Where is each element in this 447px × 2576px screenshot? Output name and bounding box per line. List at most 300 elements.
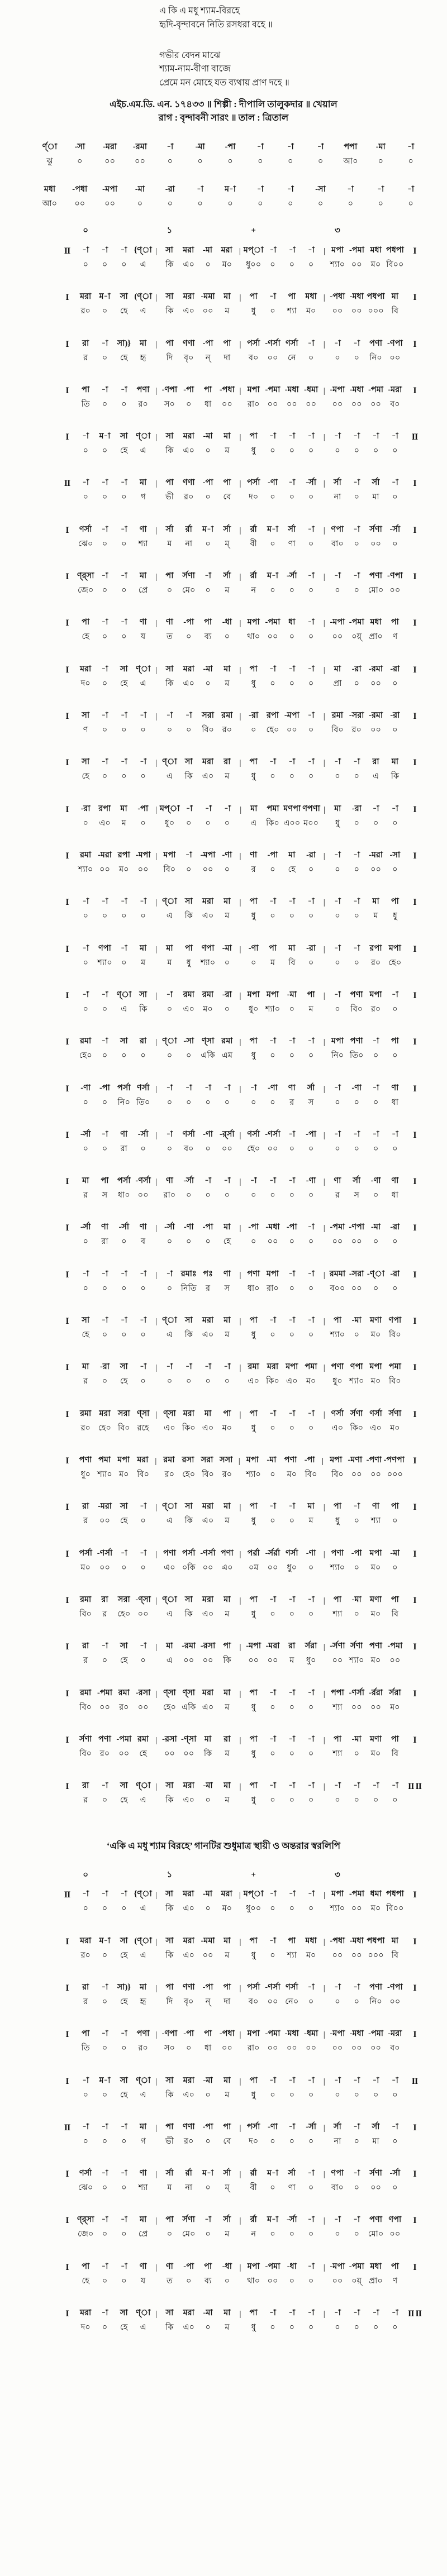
bol-cell: ০০ (164, 1749, 175, 1758)
note-cell: -া (334, 757, 341, 767)
bol-cell: ০ (102, 260, 108, 269)
vibhag-separator: | (323, 386, 325, 395)
bol-cell: স (308, 1098, 314, 1107)
bol-cell: এ (166, 1609, 173, 1619)
bol-cell: কি (223, 1656, 231, 1666)
note-cell: র্সা (334, 478, 341, 488)
bols-row (58, 2229, 425, 2240)
bol-cell: ০ (289, 2230, 294, 2239)
note-cell: ণা (101, 1223, 108, 1232)
bol-cell: ০ (270, 1330, 275, 1340)
bol-cell: ধু০০ (246, 260, 261, 269)
note-cell: মা (139, 338, 147, 348)
bol-cell: এ (166, 912, 173, 921)
bol-cell: ০০ (332, 1950, 343, 1960)
bol-cell: থা০ (247, 632, 260, 642)
note-cell: ণর্সা (286, 1548, 298, 1558)
note-cell: -া (288, 1269, 296, 1279)
bol-cell: ০ (224, 1004, 230, 1014)
note-cell: -া (353, 1781, 360, 1791)
notation-sheet (0, 4, 447, 2346)
bol-cell: এ০ (202, 1609, 214, 1619)
vibhag-separator: | (239, 991, 241, 1000)
bol-cell: ম (308, 1516, 313, 1526)
note-cell: -া (205, 571, 211, 581)
bol-cell: ০ (373, 1796, 379, 1805)
bols-row (58, 2276, 425, 2287)
note-cell: পা (268, 943, 277, 953)
barline-start: I (65, 898, 69, 908)
barline-end: I (413, 804, 416, 814)
bol-cell: ০ (270, 1191, 275, 1200)
note-cell: রমা (163, 1456, 175, 1465)
note-cell: -া (307, 2308, 315, 2318)
bol-cell: ০ (354, 2323, 359, 2332)
note-cell: সরা (202, 711, 214, 721)
note-cell: -া (288, 1409, 296, 1418)
vibhag-separator: | (324, 805, 326, 814)
bol-cell: ০ (83, 446, 88, 456)
note-cell: পা (204, 2029, 212, 2039)
group-gap (0, 875, 447, 889)
vibhag-separator: | (155, 386, 158, 395)
note-cell: -রমা (182, 1642, 196, 1651)
note-cell: -র্সা (164, 1223, 175, 1232)
bol-cell: ০ (205, 1377, 211, 1386)
note-cell: -রমা (132, 142, 147, 151)
bol-cell: ০ (205, 679, 211, 688)
bol-cell: ০ (140, 1051, 146, 1061)
bol-cell: ০ (392, 539, 398, 548)
group-gap (0, 1713, 447, 1726)
note-cell: ণপা (350, 1362, 363, 1372)
section2-heading: ‘একি এ মধু শ্যাম বিরহে’ গানটির শুধুমাত্র স্থায়ী ও অন্তরার স্বরলিপি (106, 1840, 341, 1851)
bol-cell: তি (81, 399, 90, 409)
vibhag-separator: | (239, 2077, 241, 2086)
bol-cell: ০ (408, 199, 413, 208)
notation-group (0, 291, 447, 317)
group-gap (0, 2054, 447, 2068)
bol-cell: ০ (308, 1702, 314, 1712)
note-cell: -া (307, 1223, 315, 1232)
note-cell: -মা (351, 1316, 362, 1325)
vibhag-separator: | (239, 340, 241, 349)
bol-cell: ০০ (332, 2276, 343, 2286)
bol-cell: কি (165, 1796, 174, 1805)
bol-cell: ০ (167, 1284, 173, 1293)
bol-cell: শ্যা০ (330, 1904, 345, 1914)
note-cell: -মপা (330, 2029, 345, 2039)
note-cell: -া (166, 1083, 173, 1093)
bol-cell: ০ (270, 865, 275, 874)
note-cell: -র্র্সা (220, 1129, 235, 1139)
notation-group (0, 1982, 447, 2007)
bol-cell: ০ (137, 199, 143, 208)
notes-row (58, 2121, 425, 2133)
note-cell: -পমা (97, 1688, 112, 1697)
vibhag-separator: | (239, 851, 241, 861)
notation-group (0, 943, 447, 969)
bol-cell: এ০ (286, 1377, 298, 1386)
vibhag-separator: | (155, 619, 158, 628)
bol-cell: ০ (289, 1609, 294, 1619)
note-cell: -া (288, 1734, 296, 1744)
note-cell: ণর্সা (286, 338, 298, 348)
note-cell: মপা (286, 1362, 298, 1372)
notes-row (35, 141, 426, 153)
barline-end: I (413, 1130, 416, 1140)
bol-cell: ধু০ (287, 1563, 297, 1572)
tala-marker: ৩ (335, 1870, 340, 1879)
barline-end: I (413, 2216, 416, 2226)
bols-row (58, 1950, 425, 1961)
vibhag-separator: | (155, 2123, 158, 2133)
barline-start: I (65, 1409, 69, 1419)
bol-cell: ০০ (99, 1563, 110, 1572)
notation-group (0, 2028, 447, 2054)
bol-cell: হে০ (98, 1423, 111, 1433)
bol-cell: ০ (270, 1950, 275, 1960)
bol-cell: র (102, 1609, 107, 1619)
bol-cell: হৃ (140, 1997, 146, 2006)
barline-start: I (65, 2309, 69, 2319)
bol-cell: বি০০ (386, 260, 404, 269)
bol-cell: ০ (205, 818, 211, 828)
note-cell: র্সা (372, 478, 380, 488)
barline-start: I (65, 1316, 69, 1327)
bol-cell: র০ (184, 2136, 194, 2146)
note-cell: -া (288, 432, 296, 441)
bol-cell: ০ (205, 2230, 211, 2239)
note-cell: -মধা (349, 2029, 364, 2039)
note-cell: -পধা (219, 2029, 235, 2039)
note-cell: -া (353, 524, 360, 534)
bol-cell: এ০ (183, 260, 194, 269)
note-cell: মরা (202, 1688, 214, 1697)
bol-cell: ০ (289, 1191, 294, 1200)
note-cell: সা (165, 1936, 174, 1945)
vibhag-separator: | (323, 1084, 325, 1094)
note-cell: সা (82, 757, 90, 767)
note-cell: মরা (221, 1890, 232, 1899)
notes-row (58, 1780, 425, 1792)
note-cell: -া (372, 1083, 379, 1093)
bol-cell: ০ (205, 1904, 211, 1914)
barline-end: I (413, 898, 416, 908)
intro-notation-rows (0, 141, 447, 210)
bol-cell: র (83, 1796, 88, 1805)
note-cell: -া (334, 2215, 341, 2225)
notes-row (58, 2168, 425, 2179)
note-cell: সা (120, 1936, 128, 1945)
bol-cell: শ্যা (332, 1609, 343, 1619)
note-cell: -রমা (369, 711, 383, 721)
bol-cell: ০ (102, 446, 108, 456)
note-cell: -মরা (388, 385, 402, 394)
vibhag-separator: | (323, 665, 325, 675)
bol-cell: ম০ (370, 1330, 381, 1340)
vibhag-separator: | (239, 246, 241, 256)
bol-cell: হে (82, 2276, 89, 2286)
note-cell: পর্সা (246, 2122, 260, 2131)
note-cell: পা (223, 1982, 231, 1992)
note-cell: রমা (80, 1037, 92, 1046)
bol-cell: ০ (308, 958, 314, 967)
note-cell: -া (288, 2076, 296, 2085)
note-cell: রা (82, 1642, 89, 1651)
barline-end: I (413, 2262, 416, 2272)
bol-cell: ধু (335, 1516, 340, 1526)
bol-cell: কি (165, 2323, 174, 2332)
notes-row (58, 1036, 425, 1047)
vibhag-separator: | (323, 1937, 325, 1947)
bol-cell: ০০ (389, 1997, 401, 2006)
vibhag-separator: | (323, 1549, 325, 1559)
bol-cell: ০০ (104, 156, 116, 166)
note-cell: -মপা (330, 385, 345, 394)
note-cell: -া (307, 338, 315, 348)
notation-group (0, 1594, 447, 1620)
bol-cell: ০ (102, 586, 108, 595)
bol-cell: এ (166, 1516, 173, 1526)
note-cell: র্সা (307, 1083, 315, 1093)
bol-cell: ণ (392, 2276, 398, 2286)
note-cell: রমা (202, 990, 214, 999)
note-cell: -া (120, 2215, 127, 2225)
vibhag-separator: | (239, 1596, 241, 1605)
note-cell: -া (120, 2122, 127, 2131)
bol-cell: ম০ (390, 1423, 400, 1433)
vibhag-separator: | (323, 433, 325, 442)
bol-cell: ০ (308, 2230, 314, 2239)
note-cell: -া (120, 1316, 127, 1325)
note-cell: ণর্সা (79, 2169, 92, 2178)
vibhag-separator: | (155, 759, 158, 768)
note-cell: -া (101, 711, 108, 721)
bol-cell: ০ (308, 1144, 314, 1153)
notes-row (58, 896, 425, 908)
note-cell: মধা (370, 245, 382, 255)
note-cell: পঃ (203, 1269, 213, 1279)
bol-cell: ০ (308, 353, 314, 362)
note-cell: রমা (221, 1037, 233, 1046)
bol-cell: বি (391, 307, 398, 316)
bol-cell: ০ (354, 772, 359, 781)
note-cell: -মা (135, 184, 145, 194)
tala-marker: ০ (83, 1870, 89, 1879)
bol-cell: ০ (140, 912, 146, 921)
bol-cell: ০ (335, 1098, 340, 1107)
note-cell: ণ্া (135, 432, 151, 441)
bol-cell: ০ (335, 353, 340, 362)
bol-cell: ০ (186, 2276, 192, 2286)
note-cell: -া (101, 1781, 108, 1791)
bol-cell: ম (225, 1330, 230, 1340)
note-cell: সা (184, 897, 193, 907)
bol-cell: ০ (205, 1237, 211, 1247)
note-cell: (ণ্া (134, 292, 152, 302)
lyrics-block-gap (159, 32, 447, 49)
note-cell: ণর্সা (331, 1409, 344, 1418)
note-cell: -মা (202, 245, 212, 255)
bol-cell: ০ (354, 446, 359, 456)
barline-start: I (65, 665, 69, 675)
note-cell: -ণ্া (367, 1269, 385, 1279)
note-cell: -া (82, 943, 89, 953)
bol-cell: ০ (335, 912, 340, 921)
barline-end: I (413, 2122, 416, 2133)
note-cell: মা (334, 804, 341, 813)
barline-start: I (65, 2169, 69, 2179)
bol-cell: ণ (392, 632, 398, 642)
vibhag-separator: | (155, 1038, 158, 1047)
vibhag-separator: | (323, 1735, 325, 1745)
note-cell: -া (205, 804, 212, 813)
note-cell: মরা (202, 897, 214, 907)
note-cell: মরা (221, 245, 232, 255)
vibhag-separator: | (323, 1270, 325, 1280)
note-cell: সা (184, 1316, 193, 1325)
bol-cell: ০ (121, 772, 127, 781)
bol-cell: ০ (335, 2090, 340, 2100)
vibhag-separator: | (155, 433, 158, 442)
note-cell: র্সণা (182, 571, 195, 581)
bol-cell: ০০ (202, 865, 213, 874)
barline-end: I (413, 665, 416, 675)
note-cell: -া (224, 1083, 231, 1093)
bol-cell: স (224, 1284, 230, 1293)
bol-cell: কি (184, 1609, 193, 1619)
note-cell: -া (120, 2029, 127, 2039)
vibhag-separator: | (239, 2170, 241, 2179)
note-cell: -া (82, 432, 89, 441)
bol-cell: ০০ (99, 1702, 110, 1712)
bol-cell: ০০ (135, 156, 145, 166)
vibhag-separator: | (155, 1503, 158, 1513)
group-gap (0, 2240, 447, 2254)
note-cell: মপা (247, 385, 260, 394)
barline-start: II (64, 1890, 70, 1900)
note-cell: র্সণা (388, 1409, 402, 1418)
group-gap (0, 2287, 447, 2300)
bol-cell: য (140, 632, 146, 642)
bol-cell: ০ (227, 199, 233, 208)
note-cell: মধা (305, 292, 317, 302)
note-cell: -া (334, 1129, 341, 1139)
note-cell: পা (249, 1936, 258, 1945)
bol-cell: ০ (270, 1098, 275, 1107)
notation-group (0, 989, 447, 1015)
bol-cell: কি (184, 772, 193, 781)
bol-cell: ম (225, 772, 230, 781)
note-cell: -সরা (349, 1269, 364, 1279)
note-cell: র্সা (223, 524, 231, 534)
note-cell: -া (269, 1595, 276, 1604)
vibhag-separator: | (239, 2263, 241, 2272)
bol-cell: ০ (83, 1284, 88, 1293)
note-cell: পণা (350, 990, 363, 999)
bol-cell: ০ (250, 1191, 256, 1200)
note-cell: -া (307, 664, 315, 674)
bol-cell: ০ (373, 1144, 379, 1153)
note-cell: মরা (183, 2076, 194, 2085)
bol-cell: ০ (102, 353, 108, 362)
note-cell: রমা (137, 1734, 149, 1744)
note-cell: পর্সা (182, 1548, 196, 1558)
bol-cell: রহে (137, 1423, 149, 1433)
bol-cell: ০ (140, 1563, 146, 1572)
bol-cell: ধা (204, 399, 212, 409)
note-cell: -পা (267, 850, 278, 860)
note-cell: -া (288, 1176, 296, 1186)
notation-group (0, 617, 447, 642)
bol-cell: গ (140, 2136, 146, 2146)
bol-cell: বি০ (79, 1749, 92, 1758)
group-gap (0, 1573, 447, 1587)
bol-cell: ধু০ (164, 818, 175, 828)
note-cell: -ণা (248, 943, 259, 953)
bol-cell: ০০ (267, 1563, 278, 1572)
note-cell: -পা (225, 142, 236, 151)
note-cell: -া (391, 1781, 398, 1791)
note-cell: মণা (370, 1734, 382, 1744)
bol-cell: ০০ (370, 679, 381, 688)
note-cell: পা (82, 618, 90, 627)
bol-cell: ০ (378, 156, 383, 166)
note-cell: রমা (118, 1688, 130, 1697)
bol-cell: ০ (102, 307, 108, 316)
bol-cell: ০ (289, 1749, 294, 1758)
note-cell: সা)} (117, 1982, 131, 1992)
bol-cell: ০ (227, 156, 233, 166)
notation-group (0, 524, 447, 550)
bol-cell: ম্ (225, 2183, 230, 2193)
bol-cell: কি (165, 446, 174, 456)
note-cell: -ণপা (161, 2029, 178, 2039)
note-cell: সা (165, 245, 173, 255)
bol-cell: হে (120, 307, 128, 316)
notation-group (0, 1780, 447, 1806)
note-cell: -মা (287, 990, 297, 999)
group-gap (0, 1961, 447, 1974)
bol-cell: শ্যা০ (349, 1656, 364, 1666)
bol-cell: হে (223, 1237, 231, 1247)
vibhag-separator: | (323, 1643, 325, 1652)
bol-cell: ০ (308, 632, 314, 642)
vibhag-separator: | (324, 1891, 326, 1900)
bols-row (58, 1609, 425, 1620)
note-cell: -া (82, 897, 89, 907)
bol-cell: ০ (335, 1796, 340, 1805)
note-cell: মরা (183, 432, 194, 441)
note-cell: -পধা (219, 385, 235, 394)
bol-cell: কি০ (266, 1377, 279, 1386)
vibhag-separator: | (239, 619, 241, 628)
note-cell: মরা (183, 292, 194, 302)
note-cell: -া (334, 1982, 341, 1992)
note-cell: মরা (183, 1890, 194, 1899)
bol-cell: ০ (83, 2090, 88, 2100)
note-cell: র্সা (165, 524, 174, 534)
vibhag-separator: | (155, 1735, 158, 1745)
bol-cell: ০ (121, 632, 127, 642)
group-gap (0, 317, 447, 331)
note-cell: পা (333, 1316, 341, 1325)
vibhag-separator: | (239, 1891, 241, 1900)
tala-row (58, 1869, 425, 1882)
note-cell: -া (307, 1037, 315, 1046)
bol-cell: ধু (251, 912, 256, 921)
